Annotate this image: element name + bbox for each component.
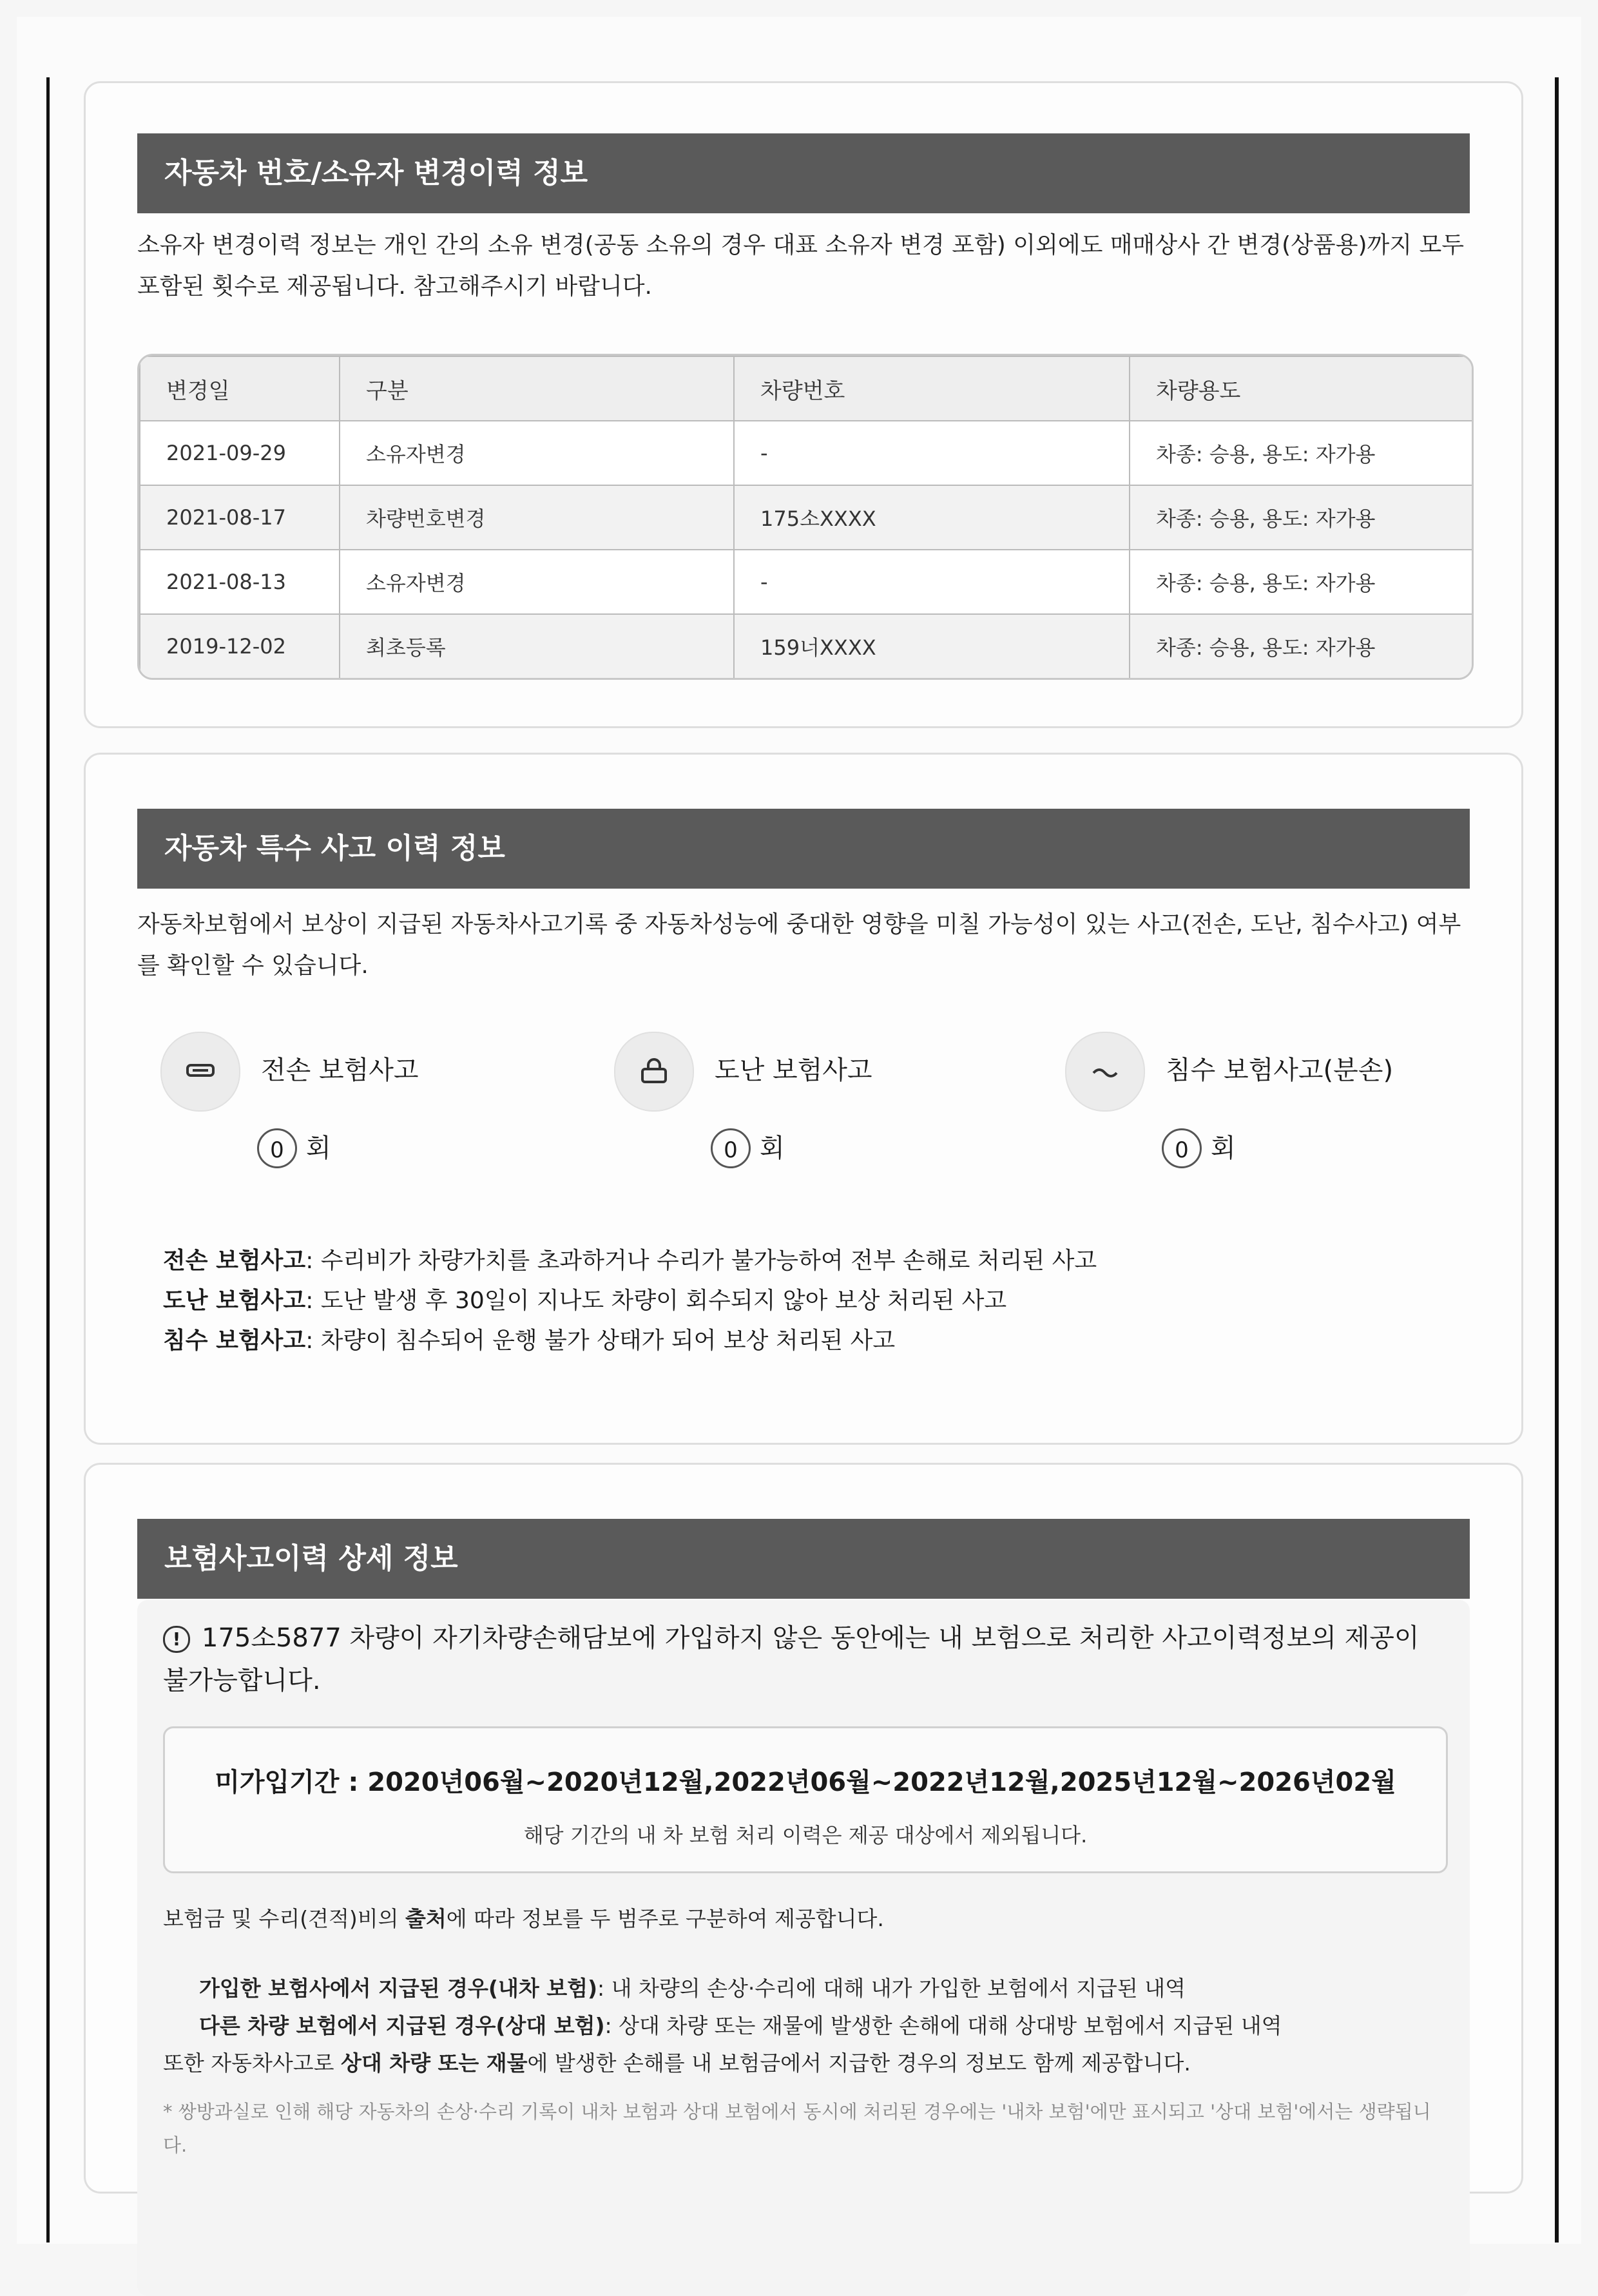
change-type-cell: 소유자변경 xyxy=(340,421,734,485)
definition-theft xyxy=(163,1282,1006,1320)
info-icon: ! xyxy=(163,1626,190,1653)
own-insurance-line xyxy=(199,1970,1186,2007)
accident-unit: 회 xyxy=(760,1134,785,1163)
change-date-cell: 2021-08-13 xyxy=(140,550,340,614)
table-row xyxy=(140,485,1472,550)
definition-text: : 도난 발생 후 30일이 지나도 차량이 회수되지 않아 보상 처리된 사고 xyxy=(305,1288,1007,1314)
accident-count: 0 xyxy=(1162,1128,1202,1168)
owner-history-table xyxy=(137,354,1474,680)
vehicle-usage-cell: 차종: 승용, 용도: 자가용 xyxy=(1130,485,1472,550)
own-insurance-text: : 내 차량의 손상·수리에 대해 내가 가입한 보험에서 지급된 내역 xyxy=(597,1976,1186,2001)
notice-text: 175소5877 차량이 자기차량손해담보에 가입하지 않은 동안에는 내 보험으로 처리한 사고이력정보의 제공이 불가능합니다. xyxy=(163,1623,1420,1695)
intro-text: 에 따라 정보를 두 범주로 구분하여 제공합니다. xyxy=(446,1906,884,1931)
vehicle-usage-cell: 차종: 승용, 용도: 자가용 xyxy=(1130,550,1472,614)
section-header: 자동차 특수 사고 이력 정보 xyxy=(137,809,1470,889)
also-provided-line xyxy=(163,2045,1191,2082)
other-insurance-text: : 상대 차량 또는 재물에 발생한 손해에 대해 상대방 보험에서 지급된 내역 xyxy=(604,2013,1282,2038)
change-date-cell: 2021-09-29 xyxy=(140,421,340,485)
table-row xyxy=(140,421,1472,485)
other-insurance-line xyxy=(199,2007,1282,2045)
change-type-cell: 소유자변경 xyxy=(340,550,734,614)
definition-term: 침수 보험사고 xyxy=(163,1327,306,1354)
accident-unit: 회 xyxy=(306,1134,331,1163)
plate-number-cell: 175소XXXX xyxy=(734,485,1130,550)
scan-edge-right xyxy=(1555,77,1559,2243)
insurance-detail-card xyxy=(84,1463,1523,2194)
table-header-row xyxy=(140,356,1472,421)
accident-label: 침수 보험사고(분손) xyxy=(1166,1056,1394,1085)
car-icon xyxy=(160,1032,240,1112)
intro-text: 보험금 및 수리(견적)비의 xyxy=(163,1906,405,1931)
owner-history-card xyxy=(84,81,1523,728)
notice-box xyxy=(137,1600,1470,2296)
intro-bold: 출처 xyxy=(405,1906,447,1931)
lock-icon xyxy=(614,1032,694,1112)
change-date-cell: 2021-08-17 xyxy=(140,485,340,550)
column-header: 차량용도 xyxy=(1130,356,1472,421)
own-insurance-term: 가입한 보험사에서 지급된 경우(내차 보험) xyxy=(199,1976,598,2001)
wave-icon xyxy=(1065,1032,1145,1112)
vehicle-usage-cell: 차종: 승용, 용도: 자가용 xyxy=(1130,421,1472,485)
definition-term: 도난 보험사고 xyxy=(163,1288,306,1314)
accident-label: 도난 보험사고 xyxy=(715,1056,872,1085)
accident-count: 0 xyxy=(257,1128,297,1168)
also-bold: 상대 차량 또는 재물 xyxy=(341,2050,528,2076)
column-header: 변경일 xyxy=(140,356,340,421)
definition-text: : 수리비가 차량가치를 초과하거나 수리가 불가능하여 전부 손해로 처리된 사고 xyxy=(305,1248,1097,1274)
other-insurance-term: 다른 차량 보험에서 지급된 경우(상대 보험) xyxy=(199,2013,605,2038)
section-description: 자동차보험에서 보상이 지급된 자동차사고기록 중 자동차성능에 중대한 영향을 미칠 가능성이 있는 사고(전손, 도난, 침수사고) 여부를 확인할 수 있습니다. xyxy=(137,911,1461,979)
definition-total-loss xyxy=(163,1242,1097,1280)
uninsured-period-title: 미가입기간 : 2020년06월~2020년12월,2022년06월~2022년12월,2025년12월~2026년02월 xyxy=(215,1768,1396,1797)
plate-number-cell: - xyxy=(734,421,1130,485)
plate-number-cell: - xyxy=(734,550,1130,614)
change-date-cell: 2019-12-02 xyxy=(140,614,340,679)
change-type-cell: 차량번호변경 xyxy=(340,485,734,550)
plate-number-cell: 159너XXXX xyxy=(734,614,1130,679)
flood-accident xyxy=(1065,1032,1478,1199)
also-text: 또한 자동차사고로 xyxy=(163,2050,342,2076)
accident-unit: 회 xyxy=(1211,1134,1236,1163)
section-description: 소유자 변경이력 정보는 개인 간의 소유 변경(공동 소유의 경우 대표 소유자 변경 포함) 이외에도 매매상사 간 변경(상품용)까지 모두 포함된 횟수로 제공됩니다. 참고해주시기 바랍니다. xyxy=(137,232,1465,300)
uninsured-period-note: 해당 기간의 내 차 보험 처리 이력은 제공 대상에서 제외됩니다. xyxy=(523,1823,1088,1847)
definition-text: : 차량이 침수되어 운행 불가 상태가 되어 보상 처리된 사고 xyxy=(305,1327,896,1354)
scan-edge-left xyxy=(46,77,50,2243)
theft-accident xyxy=(614,1032,1026,1199)
section-header: 자동차 번호/소유자 변경이력 정보 xyxy=(137,133,1470,213)
definition-term: 전손 보험사고 xyxy=(163,1248,306,1274)
accident-count: 0 xyxy=(711,1128,751,1168)
table-row xyxy=(140,614,1472,679)
total-loss-accident xyxy=(160,1032,573,1199)
table-row xyxy=(140,550,1472,614)
accident-label: 전손 보험사고 xyxy=(261,1056,419,1085)
column-header: 차량번호 xyxy=(734,356,1130,421)
change-type-cell: 최초등록 xyxy=(340,614,734,679)
column-header: 구분 xyxy=(340,356,734,421)
source-intro xyxy=(163,1900,884,1938)
section-header: 보험사고이력 상세 정보 xyxy=(137,1519,1470,1599)
vehicle-usage-cell: 차종: 승용, 용도: 자가용 xyxy=(1130,614,1472,679)
footnote: * 쌍방과실로 인해 해당 자동차의 손상·수리 기록이 내차 보험과 상대 보험에서 동시에 처리된 경우에는 '내차 보험'에만 표시되고 '상대 보험'에서는 생략됩니다. xyxy=(163,2101,1431,2156)
also-text: 에 발생한 손해를 내 보험금에서 지급한 경우의 정보도 함께 제공합니다. xyxy=(527,2050,1191,2076)
uninsured-period-box xyxy=(163,1726,1448,1873)
special-accidents-card xyxy=(84,753,1523,1445)
definition-flood xyxy=(163,1322,895,1360)
